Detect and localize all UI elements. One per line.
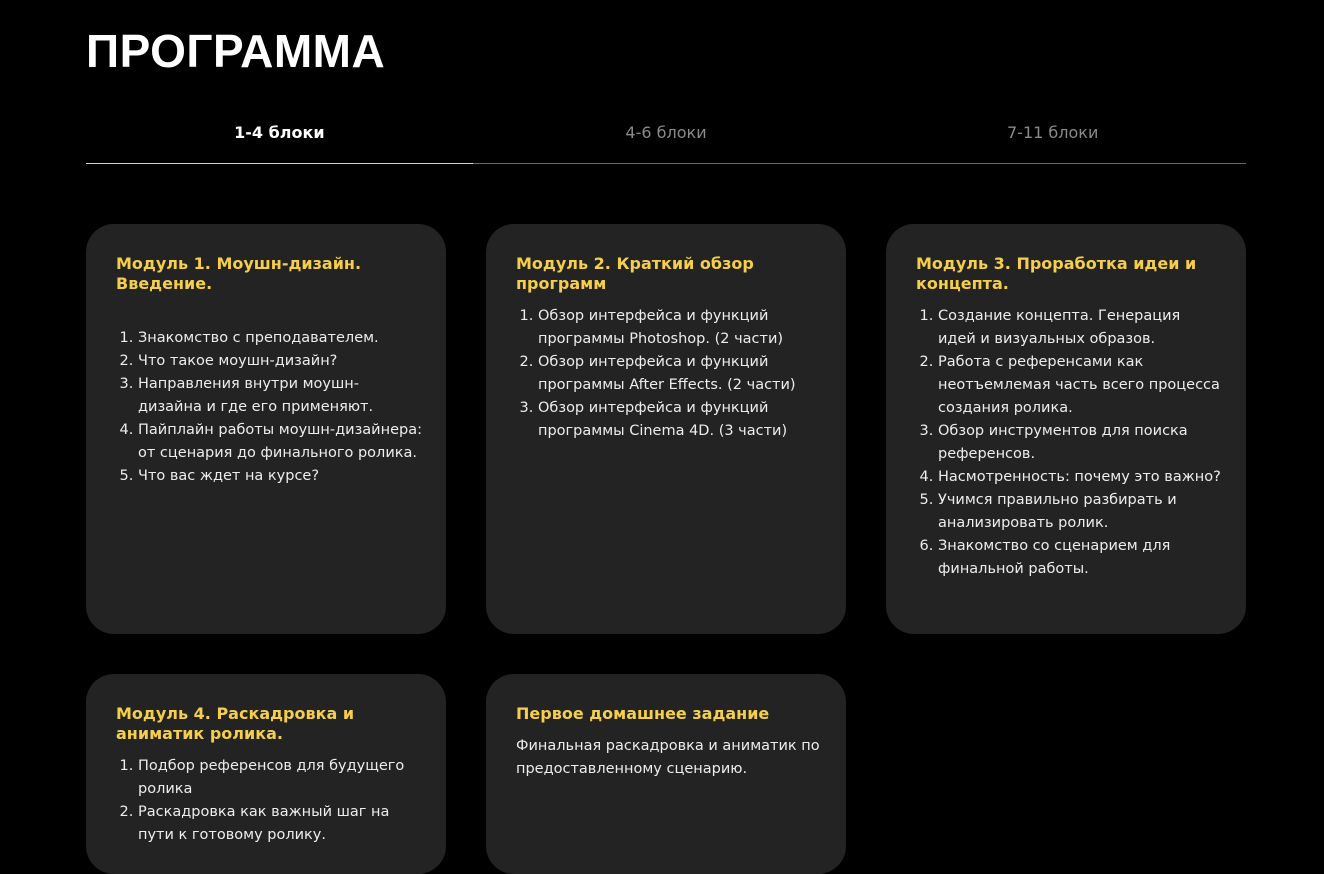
- module-topic-list: [116, 755, 422, 847]
- list-item: 1. Обзор интерфейса и функций программы Photoshop. (2 части): [538, 305, 822, 351]
- list-item: 1. Знакомство с преподавателем.: [138, 327, 422, 350]
- list-item: 4. Насмотренность: почему это важно?: [938, 466, 1222, 489]
- list-item: 2. Обзор интерфейса и функций программы After Effects. (2 части): [538, 351, 822, 397]
- module-card-4: [86, 674, 446, 874]
- list-item: 3. Обзор инструментов для поиска референсов.: [938, 420, 1222, 466]
- list-item: 5. Учимся правильно разбирать и анализировать ролик.: [938, 489, 1222, 535]
- module-card-1: [86, 224, 446, 634]
- homework-description: Финальная раскадровка и аниматик по предоставленному сценарию.: [516, 738, 820, 777]
- tab-blocks-1-4[interactable]: 1-4 блоки: [86, 104, 473, 163]
- list-item: 6. Знакомство со сценарием для финальной работы.: [938, 535, 1222, 581]
- module-title: Модуль 4. Раскадровка и аниматик ролика.: [116, 704, 355, 743]
- tab-blocks-4-6[interactable]: 4-6 блоки: [625, 123, 707, 142]
- module-title: Модуль 1. Моушн-дизайн. Введение.: [116, 254, 362, 293]
- list-item: 2. Раскадровка как важный шаг на пути к готовому ролику.: [138, 801, 422, 847]
- module-topic-list: [916, 305, 1222, 581]
- list-item: 3. Направления внутри моушн-дизайна и где его применяют.: [138, 373, 422, 419]
- homework-card: [486, 674, 846, 874]
- list-item: 2. Что такое моушн-дизайн?: [138, 350, 422, 373]
- tab-blocks-7-11[interactable]: 7-11 блоки: [1007, 123, 1099, 142]
- module-topic-list: [116, 327, 422, 488]
- module-topic-list: [516, 305, 822, 443]
- module-card-2: [486, 224, 846, 634]
- module-title: Модуль 3. Проработка идеи и концепта.: [916, 254, 1197, 293]
- list-item: 1. Подбор референсов для будущего ролика: [138, 755, 422, 801]
- list-item: 5. Что вас ждет на курсе?: [138, 465, 422, 488]
- list-item: 3. Обзор интерфейса и функций программы Cinema 4D. (3 части): [538, 397, 822, 443]
- list-item: 2. Работа с референсами как неотъемлемая часть всего процесса создания ролика.: [938, 351, 1222, 420]
- list-item: 4. Пайплайн работы моушн-дизайнера: от сценария до финального ролика.: [138, 419, 422, 465]
- list-item: 1. Создание концепта. Генерация идей и визуальных образов.: [938, 305, 1222, 351]
- program-tabs: [86, 104, 1246, 164]
- homework-title: Первое домашнее задание: [516, 704, 770, 723]
- page-title: ПРОГРАММА: [86, 25, 386, 77]
- module-card-3: [886, 224, 1246, 634]
- module-title: Модуль 2. Краткий обзор программ: [516, 254, 754, 293]
